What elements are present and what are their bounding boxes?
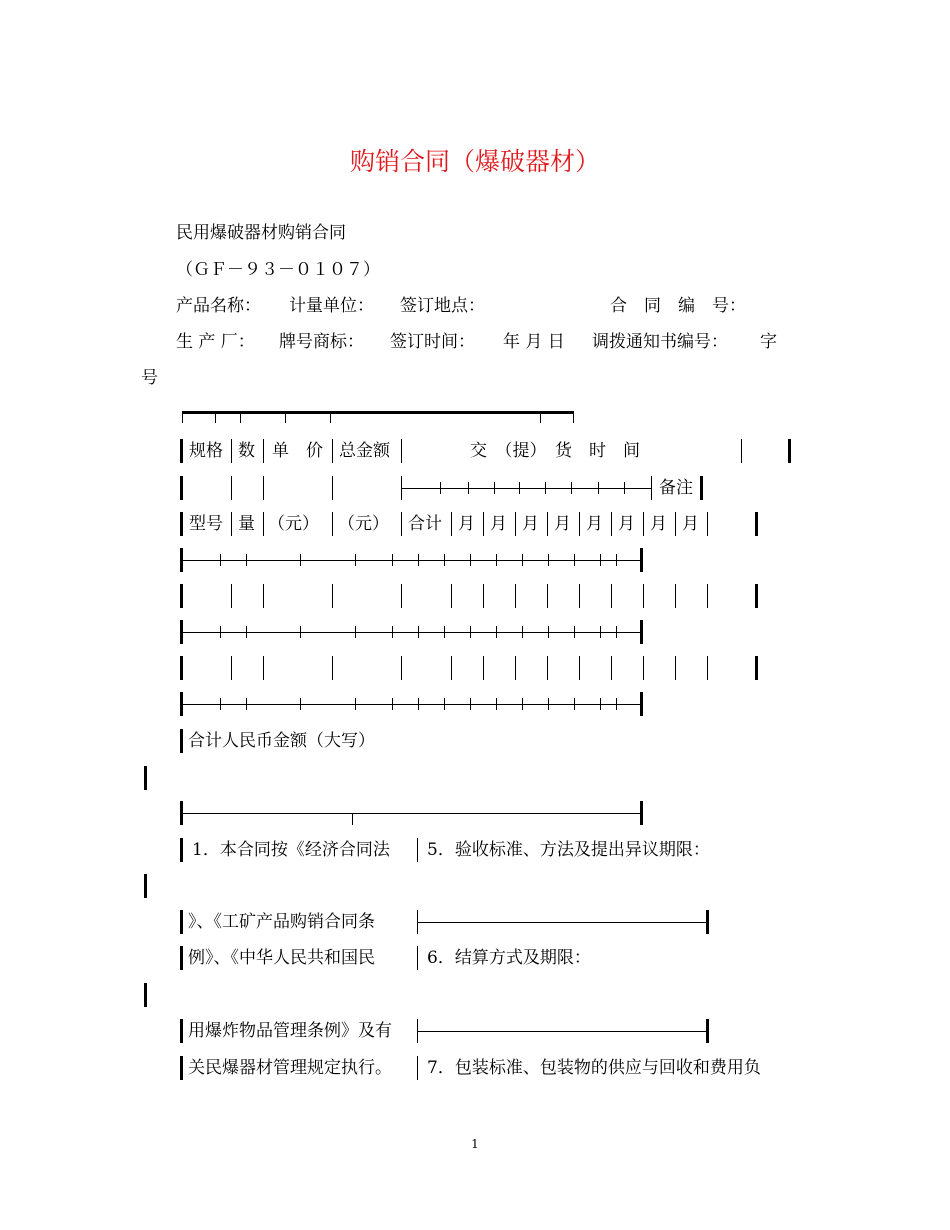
table-row-divider [180, 560, 642, 561]
table-sep [263, 439, 264, 463]
col-month: 月 [554, 514, 571, 534]
table-sep [675, 656, 676, 680]
table-tick [246, 554, 247, 566]
col-delivery: 交 （提） 货 时 间 [470, 441, 640, 461]
table-bar [144, 983, 147, 1007]
table-sep [547, 584, 548, 608]
table-sep [483, 656, 484, 680]
table-tick [418, 698, 419, 710]
table-sep [263, 476, 264, 500]
table-tick [182, 411, 183, 423]
table-tick [548, 626, 549, 638]
col-price: 单 价 [272, 441, 323, 461]
unit-label: 计量单位： [289, 296, 374, 316]
table-tick [440, 482, 441, 494]
table-tick [215, 411, 216, 423]
table-bar [180, 439, 183, 463]
sign-time-label: 签订时间： [390, 332, 475, 352]
table-sep [707, 656, 708, 680]
table-bar [755, 512, 758, 536]
table-sep [651, 476, 652, 500]
table-sep [515, 584, 516, 608]
table-bar [180, 656, 183, 680]
table-tick [355, 626, 356, 638]
table-sep [547, 512, 548, 536]
col-spec: 规格 [189, 441, 223, 461]
table-sep [231, 584, 232, 608]
table-sep [675, 584, 676, 608]
table-sep [611, 584, 612, 608]
col-month: 月 [618, 514, 635, 534]
table-tick [600, 698, 601, 710]
table-tick [573, 411, 574, 423]
table-tick [522, 626, 523, 638]
col-qty2: 量 [238, 514, 255, 534]
col-month: 月 [650, 514, 667, 534]
table-tick [352, 813, 353, 825]
col-remark: 备注 [659, 478, 693, 498]
contract-no-label: 合 同 编 号： [610, 296, 746, 316]
contract-subtitle: 民用爆破器材购销合同 [176, 223, 346, 243]
table-tick [540, 411, 541, 423]
table-sep [515, 656, 516, 680]
hao-char: 号 [141, 368, 158, 388]
table-bar [180, 838, 183, 862]
table-tick [220, 626, 221, 638]
col-month: 月 [586, 514, 603, 534]
clause-1-line4: 用爆炸物品管理条例》及有 [188, 1021, 392, 1041]
table-sep [643, 512, 644, 536]
table-bar [180, 1019, 183, 1043]
table-sep [611, 512, 612, 536]
table-sep [231, 656, 232, 680]
table-tick [548, 554, 549, 566]
table-sep [579, 512, 580, 536]
page-number: 1 [471, 1137, 479, 1151]
table-tick [470, 554, 471, 566]
table-sep [417, 946, 418, 970]
table-sep [451, 584, 452, 608]
table-tick [444, 554, 445, 566]
table-bar [640, 548, 643, 572]
table-row-divider [180, 704, 642, 705]
table-tick [220, 554, 221, 566]
table-sep [263, 512, 264, 536]
col-month: 月 [458, 514, 475, 534]
col-price-unit: （元） [268, 514, 319, 534]
table-bar [180, 512, 183, 536]
table-tick [616, 626, 617, 638]
contract-code: （ＧＦ－９３－０１０７） [176, 260, 380, 280]
table-sep [231, 439, 232, 463]
table-sep [643, 584, 644, 608]
table-tick [355, 698, 356, 710]
table-sep [579, 584, 580, 608]
table-sep [332, 584, 333, 608]
table-sep [401, 584, 402, 608]
table-row-divider [180, 813, 642, 814]
table-sep [675, 512, 676, 536]
col-total: 总金额 [339, 441, 390, 461]
table-tick [522, 554, 523, 566]
table-tick [300, 626, 301, 638]
table-tick [470, 698, 471, 710]
table-bar [180, 946, 183, 970]
table-tick [496, 554, 497, 566]
table-tick [470, 626, 471, 638]
col-month: 月 [682, 514, 699, 534]
table-bar [180, 476, 183, 500]
table-sep [483, 584, 484, 608]
document-title: 购销合同（爆破器材） [349, 147, 600, 176]
clause-1-line5: 关民爆器材管理规定执行。 [188, 1058, 392, 1078]
sign-place-label: 签订地点： [400, 296, 485, 316]
table-tick [574, 698, 575, 710]
zi-char: 字 [760, 332, 777, 352]
clause-5: 5．验收标准、方法及提出异议期限： [427, 840, 710, 860]
clause-6: 6．结算方式及期限： [427, 948, 591, 968]
clause-1-line3: 例》、《中华人民共和国民 [188, 948, 375, 968]
transfer-notice-label: 调拨通知书编号： [592, 332, 728, 352]
table-sep [451, 512, 452, 536]
clause-divider [417, 1031, 708, 1032]
col-sum: 合计 [408, 514, 442, 534]
table-tick [519, 482, 520, 494]
table-tick [444, 698, 445, 710]
table-bar [700, 476, 703, 500]
table-bar [788, 439, 791, 463]
table-tick [330, 411, 331, 423]
table-sep [401, 656, 402, 680]
table-tick [392, 626, 393, 638]
table-bar [180, 729, 183, 753]
table-tick [571, 482, 572, 494]
table-bar [755, 656, 758, 680]
table-row-divider [180, 632, 642, 633]
table-tick [624, 482, 625, 494]
table-sep [332, 656, 333, 680]
table-sep [741, 439, 742, 463]
table-tick [300, 698, 301, 710]
table-sep [579, 656, 580, 680]
table-sep [707, 512, 708, 536]
clause-1-line2: 》、《工矿产品购销合同条 [188, 912, 375, 932]
table-sep [547, 656, 548, 680]
table-sep [332, 476, 333, 500]
table-sep [263, 584, 264, 608]
table-sep [231, 512, 232, 536]
table-sep [483, 512, 484, 536]
table-sep [231, 476, 232, 500]
table-tick [600, 626, 601, 638]
table-tick [600, 554, 601, 566]
table-tick [392, 698, 393, 710]
table-tick [246, 698, 247, 710]
table-tick [468, 482, 469, 494]
col-total-unit: （元） [338, 514, 389, 534]
clause-7: 7．包装标准、包装物的供应与回收和费用负 [427, 1058, 761, 1078]
clause-1-line1: 1．本合同按《经济合同法 [192, 840, 390, 860]
table-bar [755, 584, 758, 608]
table-bar [706, 910, 709, 934]
table-tick [496, 698, 497, 710]
col-model: 型号 [189, 514, 223, 534]
total-rmb-label: 合计人民币金额（大写） [188, 731, 375, 751]
table-tick [522, 698, 523, 710]
table-sep [707, 584, 708, 608]
table-bar [180, 1056, 183, 1080]
table-sep [417, 1056, 418, 1080]
table-tick [240, 411, 241, 423]
table-tick [418, 626, 419, 638]
col-month: 月 [490, 514, 507, 534]
table-tick [355, 554, 356, 566]
table-bar [144, 766, 147, 790]
table-sep [332, 512, 333, 536]
table-sep [451, 656, 452, 680]
table-bar [640, 801, 643, 825]
table-tick [548, 698, 549, 710]
table-bar [640, 692, 643, 716]
col-month: 月 [522, 514, 539, 534]
table-sep [401, 512, 402, 536]
table-tick [494, 482, 495, 494]
table-bar [706, 1019, 709, 1043]
sign-date: 年 月 日 [503, 332, 565, 352]
table-tick [496, 626, 497, 638]
table-tick [392, 554, 393, 566]
product-name-label: 产品名称： [176, 296, 261, 316]
table-sep [643, 656, 644, 680]
table-bar [640, 620, 643, 644]
table-tick [300, 554, 301, 566]
table-sep [515, 512, 516, 536]
table-tick [220, 698, 221, 710]
table-tick [246, 626, 247, 638]
clause-divider [417, 922, 708, 923]
table-bar [180, 584, 183, 608]
col-qty: 数 [238, 441, 255, 461]
table-tick [444, 626, 445, 638]
table-tick [616, 698, 617, 710]
table-tick [598, 482, 599, 494]
table-sep [332, 439, 333, 463]
table-tick [574, 554, 575, 566]
table-sep [417, 838, 418, 862]
table-bar [144, 874, 147, 898]
manufacturer-label: 生 产 厂： [176, 332, 255, 352]
table-bar [180, 910, 183, 934]
table-sep [611, 656, 612, 680]
table-tick [545, 482, 546, 494]
delivery-divider [401, 488, 652, 489]
table-sep [401, 439, 402, 463]
brand-label: 牌号商标： [279, 332, 364, 352]
table-tick [616, 554, 617, 566]
table-tick [574, 626, 575, 638]
table-tick [285, 411, 286, 423]
table-tick [418, 554, 419, 566]
table-sep [263, 656, 264, 680]
